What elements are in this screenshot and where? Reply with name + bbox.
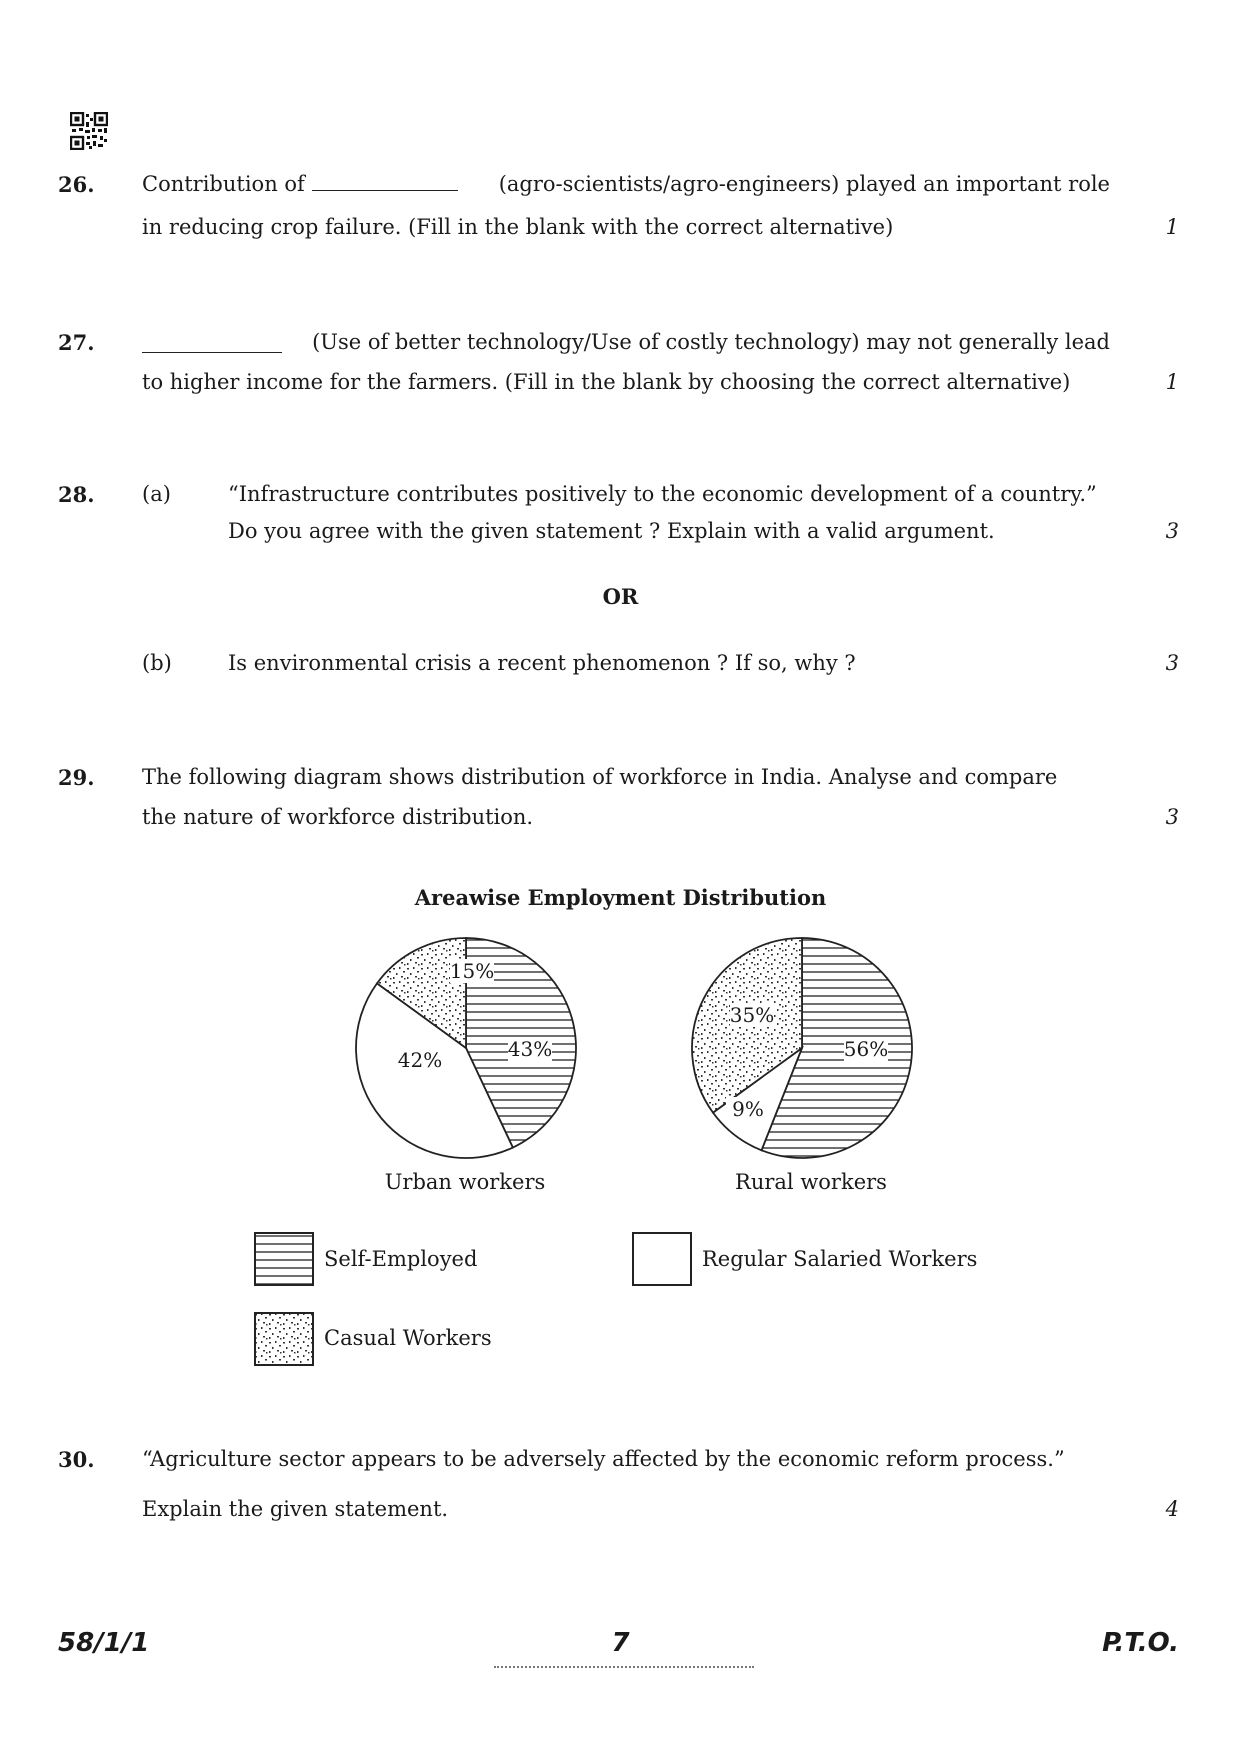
question-26-text-after-blank: (agro-scientists/agro-engineers) played an important role: [498, 172, 1110, 196]
question-28-b-marks: 3: [1165, 651, 1179, 675]
legend-casual-workers-label: Casual Workers: [324, 1326, 492, 1350]
rural-workers-caption: Rural workers: [735, 1170, 887, 1194]
footer-dotted-rule: [494, 1664, 754, 1668]
question-30-marks: 4: [1165, 1497, 1179, 1521]
question-27-number: 27.: [58, 330, 95, 355]
pie-rural-label-regular-salaried-workers: 9%: [732, 1097, 764, 1121]
question-29-marks: 3: [1165, 805, 1179, 829]
question-28-a-line-1: “Infrastructure contributes positively to the economic development of a country.”: [228, 482, 1097, 506]
legend-self-employed-swatch: [254, 1232, 314, 1286]
please-turn-over: P.T.O.: [1102, 1628, 1179, 1658]
question-26-marks: 1: [1165, 215, 1179, 239]
question-26-line-2: in reducing crop failure. (Fill in the blank with the correct alternative): [142, 215, 894, 239]
question-27-marks: 1: [1165, 370, 1179, 394]
question-28-number: 28.: [58, 482, 95, 507]
paper-code: 58/1/1: [58, 1628, 150, 1658]
chart-title: Areawise Employment Distribution: [414, 885, 827, 910]
pie-urban-label-self-employed: 43%: [507, 1037, 553, 1061]
question-27-line-2: to higher income for the farmers. (Fill in the blank by choosing the correct alternative): [142, 370, 1071, 394]
legend-regular-salaried-label: Regular Salaried Workers: [702, 1247, 978, 1271]
pie-urban-label-casual-workers: 15%: [449, 959, 495, 983]
or-separator: OR: [602, 584, 639, 609]
question-30-line-2: Explain the given statement.: [142, 1497, 449, 1521]
legend-self-employed-label: Self-Employed: [324, 1247, 478, 1271]
question-28-a-marks: 3: [1165, 519, 1179, 543]
pie-urban-label-regular-salaried-workers: 42%: [397, 1048, 443, 1072]
question-26-number: 26.: [58, 172, 95, 197]
question-30-number: 30.: [58, 1447, 95, 1472]
pie-rural-label-self-employed: 56%: [843, 1037, 889, 1061]
question-29-number: 29.: [58, 765, 95, 790]
question-29-line-1: The following diagram shows distribution of workforce in India. Analyse and compare: [142, 765, 1058, 789]
page-number: 7: [611, 1628, 630, 1658]
question-28-b-label: (b): [142, 651, 172, 675]
pie-rural-label-casual-workers: 35%: [729, 1003, 775, 1027]
question-30-line-1: “Agriculture sector appears to be adversely affected by the economic reform process.”: [142, 1447, 1065, 1471]
question-28-b-line-1: Is environmental crisis a recent phenomenon ? If so, why ?: [228, 651, 856, 675]
question-26-text-before-blank: Contribution of: [142, 172, 458, 196]
legend-casual-workers-swatch: [254, 1312, 314, 1366]
question-28-a-label: (a): [142, 482, 171, 506]
question-28-a-line-2: Do you agree with the given statement ? Explain with a valid argument.: [228, 519, 995, 543]
question-27-text-after-blank: (Use of better technology/Use of costly technology) may not generally lead: [312, 330, 1110, 354]
legend-regular-salaried-swatch: [632, 1232, 692, 1286]
question-29-line-2: the nature of workforce distribution.: [142, 805, 534, 829]
urban-workers-caption: Urban workers: [384, 1170, 546, 1194]
